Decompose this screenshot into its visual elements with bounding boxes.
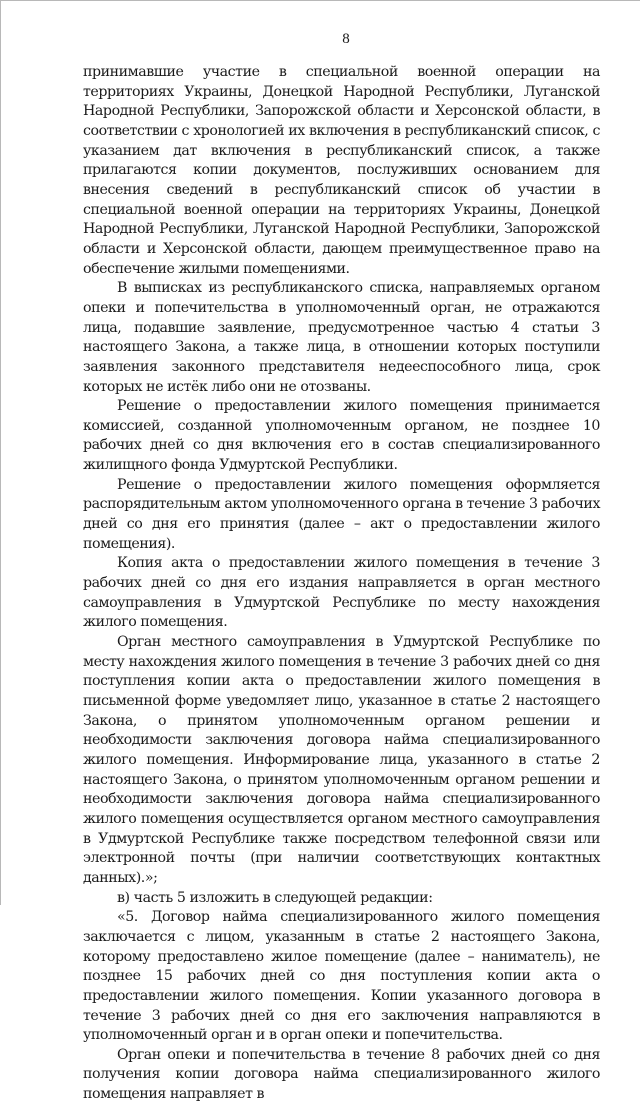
page-number: 8 xyxy=(342,31,350,47)
paragraph-1: принимавшие участие в специальной военной операции на территориях Украины, Донецкой Народной Республики, Луганской Народной Республики, Запорожской области и Херсонской области, в соответствии с хронологией их включения в республиканский список, с указанием дат включения в республиканский список, а также прилагаются копии документов, послуживших основанием для внесения сведений в республиканский список об участии в специальной военной операции на территориях Украины, Донецкой Народной Республики, Луганской Народной Республики, Запорожской области и Херсонской области, дающем преимущественное право на обеспечение жилыми помещениями. xyxy=(83,64,600,277)
paragraph-5: Копия акта о предоставлении жилого помещения в течение 3 рабочих дней со дня его издания направляется в орган местного самоуправления в Удмуртской Республике по месту нахождения жилого помещения. xyxy=(83,555,600,631)
paragraph-8: «5. Договор найма специализированного жилого помещения заключается с лицом, указанным в статье 2 настоящего Закона, которому предоставлено жилое помещение (далее – наниматель), не позднее 15 рабочих дней со дня поступления копии акта о предоставлении жилого помещения. Копии указанного договора в течение 3 рабочих дней со дня его заключения направляются в уполномоченный орган и в орган опеки и попечительства. xyxy=(83,909,600,1044)
paragraph-3: Решение о предоставлении жилого помещения принимается комиссией, созданной уполномоченным органом, не позднее 10 рабочих дней со дня включения его в состав специализированного жилищного фонда Удмуртской Республики. xyxy=(83,398,600,474)
paragraph-4: Решение о предоставлении жилого помещения оформляется распорядительным актом уполномоченного органа в течение 3 рабочих дней со дня его принятия (далее – акт о предоставлении жилого помещения). xyxy=(83,476,600,552)
paragraph-7: в) часть 5 изложить в следующей редакции: xyxy=(117,889,433,906)
paragraph-6: Орган местного самоуправления в Удмуртской Республике по месту нахождения жилого помещения в течение 3 рабочих дней со дня поступления копии акта о предоставлении жилого помещения в письменной форме уведомляет лицо, указанное в статье 2 настоящего Закона, о принятом уполномоченным органом решении и необходимости заключения договора найма специализированного жилого помещения. Информирование лица, указанного в статье 2 настоящего Закона, о принятом уполномоченным органом решении и необходимости заключения договора найма специализированного жилого помещения осуществляется органом местного самоуправления в Удмуртской Республике также посредством телефонной связи или электронной почты (при наличии соответствующих контактных данных).»; xyxy=(83,634,600,886)
paragraph-9: Орган опеки и попечительства в течение 8 рабочих дней со дня получения копии договора найма специализированного жилого помещения направляет в xyxy=(83,1046,600,1103)
document-body xyxy=(83,63,600,1105)
paragraph-2: В выписках из республиканского списка, направляемых органом опеки и попечительства в уполномоченный орган, не отражаются лица, подавшие заявление, предусмотренное частью 4 статьи 3 настоящего Закона, а также лица, в отношении которых поступили заявления законного представителя недееспособного лица, срок которых не истёк либо они не отозваны. xyxy=(83,280,600,395)
